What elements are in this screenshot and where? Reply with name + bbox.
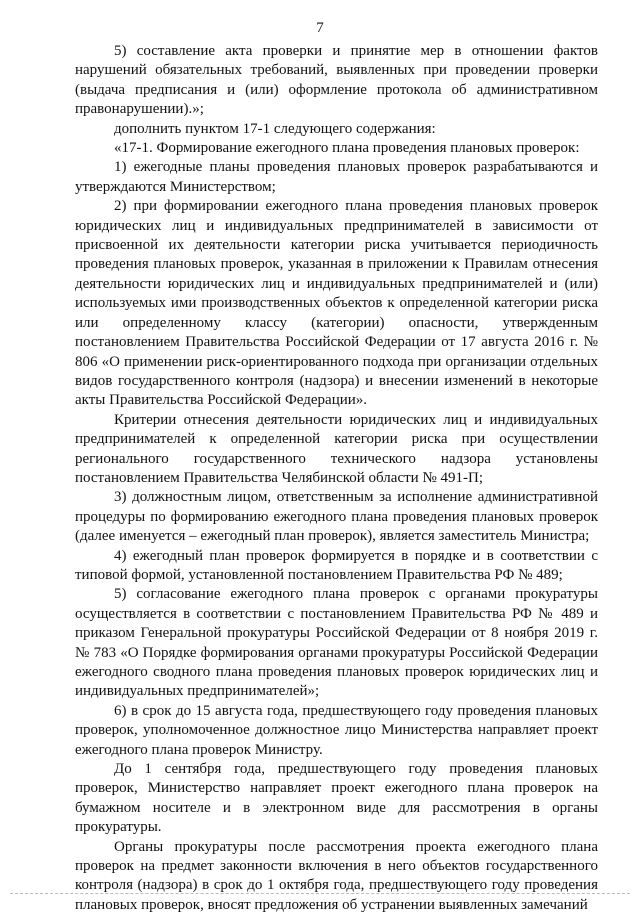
paragraph-17-1-item-5: 5) согласование ежегодного плана проверок с органами прокуратуры осуществляется в соответствии с постановлением Правительства РФ № 489 и приказом Генеральной прокуратуры Российской Федерации от 8 ноября 2019 г. № 783 «О Порядке формирования органами прокуратуры Российской Федерации ежегодного сводного плана проведения плановых проверок юридических лиц и индивидуальных предпринимателей»; bbox=[75, 586, 598, 700]
paragraph-risk-criteria: Критерии отнесения деятельности юридических лиц и индивидуальных предпринимателей к определенной категории риска при осуществлении регионального государственного технического надзора установлены постановлением Правительства Челябинской области № 491-П; bbox=[75, 411, 598, 486]
paragraph-17-1-item-4: 4) ежегодный план проверок формируется в порядке и в соответствии с типовой формой, установленной постановлением Правительства РФ № 489; bbox=[75, 547, 598, 583]
paragraph-17-1-heading: «17-1. Формирование ежегодного плана проведения плановых проверок: bbox=[114, 140, 580, 157]
paragraph-17-1-item-6: 6) в срок до 15 августа года, предшествующего году проведения плановых проверок, уполномоченное должностное лицо Министерства направляет проект ежегодного плана проверок Министру. bbox=[75, 702, 598, 758]
paragraph-17-1-item-3: 3) должностным лицом, ответственным за исполнение административной процедуры по формированию ежегодного плана проведения плановых проверок (далее именуется – ежегодный план проверок), является заместитель Министра; bbox=[75, 489, 598, 545]
document-body bbox=[75, 42, 598, 915]
paragraph-item-5-act: 5) составление акта проверки и принятие мер в отношении фактов нарушений обязательных требований, выявленных при проведении проверки (выдача предписания и (или) оформление протокола об административном правонарушении).»; bbox=[75, 43, 598, 118]
paragraph-september-deadline: До 1 сентября года, предшествующего году проведения плановых проверок, Министерство направляет проект ежегодного плана проверок на бумажном носителе и в электронном виде для рассмотрения в органы прокуратуры. bbox=[75, 761, 598, 836]
page-number: 7 bbox=[316, 20, 324, 36]
paragraph-prosecutor-review: Органы прокуратуры после рассмотрения проекта ежегодного плана проверок на предмет законности включения в него объектов государственного контроля (надзора) в срок до 1 октября года, предшествующего году проведения плановых проверок, вносят предложения об устранении выявленных замечаний bbox=[75, 838, 598, 913]
page-bottom-rule bbox=[10, 893, 630, 894]
paragraph-17-1-item-1: 1) ежегодные планы проведения плановых проверок разрабатываются и утверждаются Министерством; bbox=[75, 159, 598, 195]
paragraph-17-1-item-2: 2) при формировании ежегодного плана проведения плановых проверок юридических лиц и индивидуальных предпринимателей в зависимости от присвоенной их деятельности категории риска учитывается периодичность проведения плановых проверок, указанная в приложении к Правилам отнесения деятельности юридических лиц и индивидуальных предпринимателей и (или) используемых ими производственных объектов к определенной категории риска или определенному классу (категории) опасности, утвержденным постановлением Правительства Российской Федерации от 17 августа 2016 г. № 806 «О применении риск-ориентированного подхода при организации отдельных видов государственного контроля (надзора) и внесении изменений в некоторые акты Правительства Российской Федерации». bbox=[75, 198, 598, 409]
paragraph-amend-intro: дополнить пунктом 17-1 следующего содержания: bbox=[114, 120, 436, 137]
